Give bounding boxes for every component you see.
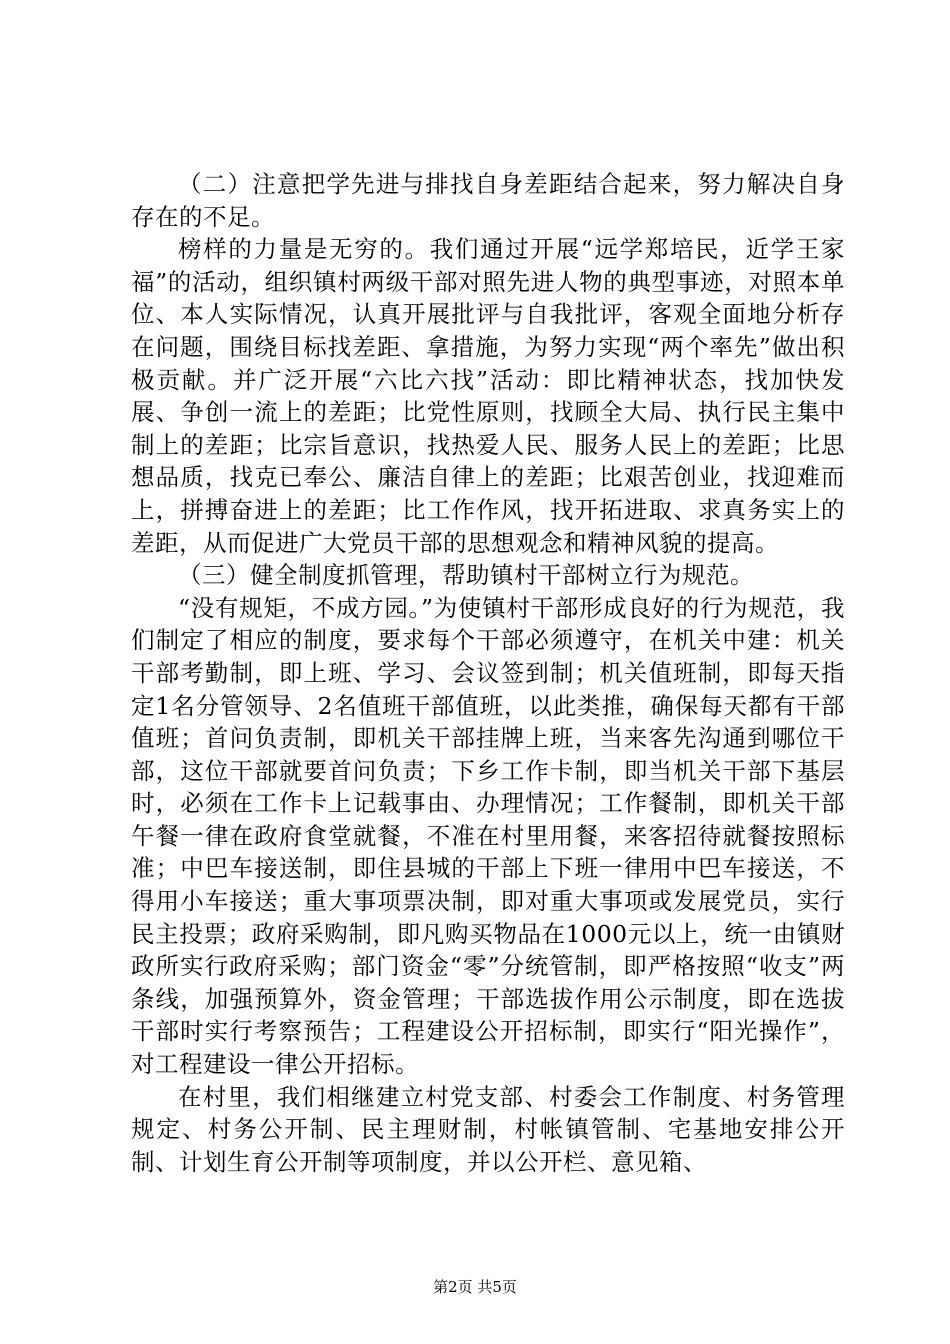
body-paragraph: “没有规矩，不成方园。”为使镇村干部形成良好的行为规范，我们制定了相应的制度，要求每个干部必须遵守，在机关中建：机关干部考勤制，即上班、学习、会议签到制；机关值班制，即每天指定1名分管领导、2名值班干部值班，以此类推，确保每天都有干部值班；首问负责制，即机关干部挂牌上班，当来客先沟通到哪位干部，这位干部就要首问负责；下乡工作卡制，即当机关干部下基层时，必须在工作卡上记载事由、办理情况；工作餐制，即机关干部午餐一律在政府食堂就餐，不准在村里用餐，来客招待就餐按照标准；中巴车接送制，即住县城的干部上下班一律用中巴车接送，不得用小车接送；重大事项票决制，即对重大事项或发展党员，实行民主投票；政府采购制，即凡购买物品在1000元以上，统一由镇财政所实行政府采购；部门资金“零”分统管制，即严格按照“收支”两条线，加强预算外，资金管理；干部选拔作用公示制度，即在选拔干部时实行考察预告；工程建设公开招标制，即实行“阳光操作”，对工程建设一律公开招标。: [131, 593, 845, 1079]
section-heading-three: （三）健全制度抓管理，帮助镇村干部树立行为规范。: [178, 561, 754, 590]
document-body: [131, 168, 845, 1178]
body-paragraph: 榜样的力量是无穷的。我们通过开展“远学郑培民，近学王家福”的活动，组织镇村两级干部对照先进人物的典型事迹，对照本单位、本人实际情况，认真开展批评与自我批评，客观全面地分析存在问题，围绕目标找差距、拿措施，为努力实现“两个率先”做出积极贡献。并广泛开展“六比六找”活动：即比精神状态，找加快发展、争创一流上的差距；比党性原则，找顾全大局、执行民主集中制上的差距；比宗旨意识，找热爱人民、服务人民上的差距；比思想品质，找克已奉公、廉洁自律上的差距；比艰苦创业，找迎难而上，拼搏奋进上的差距；比工作作风，找开拓进取、求真务实上的差距，从而促进广大党员干部的思想观念和精神风貌的提高。: [131, 235, 845, 557]
page-footer: 第2页 共5页: [433, 1278, 517, 1296]
section-heading-two: （二）注意把学先进与排找自身差距结合起来，努力解决自身存在的不足。: [131, 170, 845, 231]
body-paragraph: 在村里，我们相继建立村党支部、村委会工作制度、村务管理规定、村务公开制、民主理财制，村帐镇管制、宅基地安排公开制、计划生育公开制等项制度，并以公开栏、意见箱、: [131, 1082, 845, 1176]
